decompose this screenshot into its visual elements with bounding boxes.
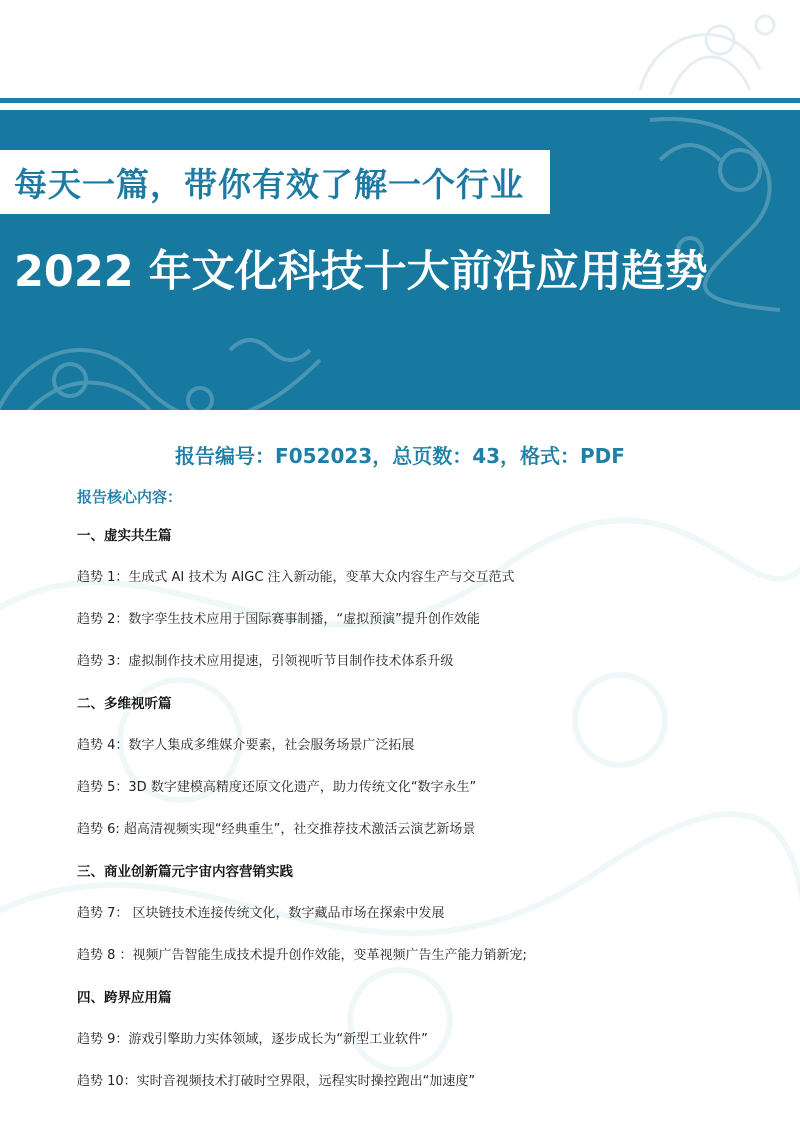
trend-item: 趋势 9：游戏引擎助力实体领域，逐步成长为“新型工业软件”: [77, 1032, 428, 1047]
trend-item: 趋势 1：生成式 AI 技术为 AIGC 注入新动能，变革大众内容生产与交互范式: [77, 570, 515, 585]
trend-item: 趋势 5：3D 数字建模高精度还原文化遗产，助力传统文化“数字永生”: [77, 780, 477, 795]
trend-item: 趋势 8 ：视频广告智能生成技术提升创作效能，变革视频广告生产能力销新宠;: [77, 948, 527, 963]
content-label: 报告核心内容：: [77, 488, 183, 506]
section-title: 一、虚实共生篇: [77, 528, 172, 544]
decorative-pattern-icon: [600, 0, 800, 100]
tagline: 每天一篇，带你有效了解一个行业: [14, 164, 524, 204]
page-title: 2022 年文化科技十大前沿应用趋势: [14, 247, 708, 297]
tagline-box: [0, 150, 550, 214]
trend-item: 趋势 10：实时音视频技术打破时空界限，远程实时操控跑出“加速度”: [77, 1074, 476, 1089]
header-rule: [0, 98, 800, 103]
trend-item: 趋势 7： 区块链技术连接传统文化，数字藏品市场在探索中发展: [77, 906, 445, 921]
section-title: 二、多维视听篇: [77, 696, 172, 712]
report-info: 报告编号：F052023，总页数：43，格式：PDF: [175, 444, 625, 468]
section-title: 四、跨界应用篇: [77, 990, 172, 1006]
dragon-pattern-icon: [0, 320, 340, 410]
core-content: [77, 520, 777, 1092]
trend-item: 趋势 3：虚拟制作技术应用提速，引领视听节目制作技术体系升级: [77, 654, 454, 669]
trend-item: 趋势 4：数字人集成多维媒介要素，社会服务场景广泛拓展: [77, 738, 415, 753]
section-title: 三、商业创新篇元宇宙内容营销实践: [77, 864, 293, 880]
trend-item: 趋势 2：数字孪生技术应用于国际赛事制播，“虚拟预演”提升创作效能: [77, 612, 480, 627]
trend-item: 趋势 6: 超高清视频实现“经典重生”，社交推荐技术激活云演艺新场景: [77, 822, 476, 837]
